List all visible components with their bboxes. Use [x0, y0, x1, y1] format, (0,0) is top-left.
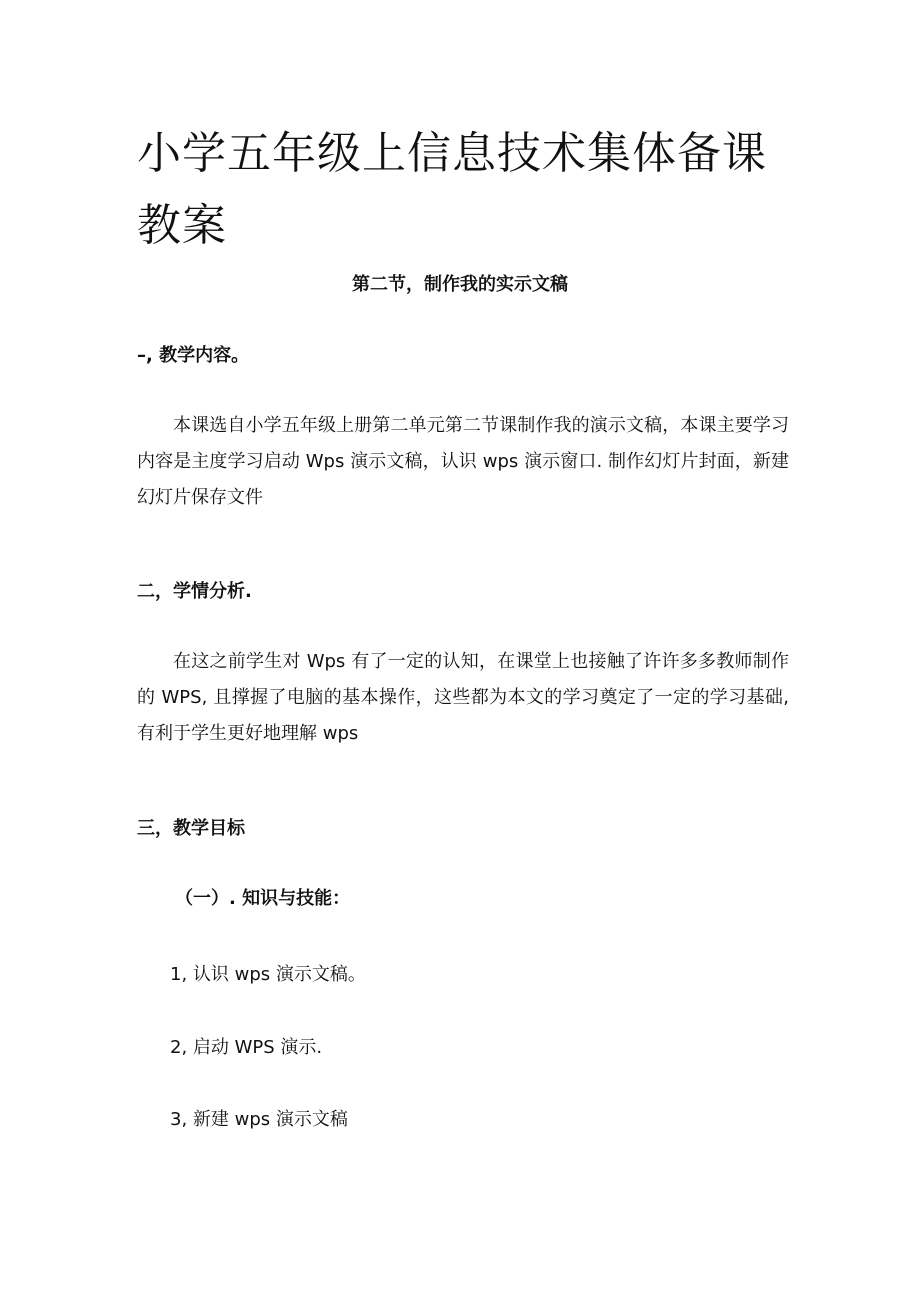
- subheading-knowledge-skills: （一）. 知识与技能：: [175, 888, 351, 909]
- document-title: 小学五年级上信息技术集体备课教案: [137, 128, 767, 251]
- list-item: 3, 新建 wps 演示文稿: [170, 1109, 348, 1130]
- paragraph-student-analysis: 在这之前学生对 Wps 有了一定的认知，在课堂上也接触了许许多多教师制作的 WPS, 且撑握了电脑的基本操作，这些都为本文的学习奠定了一定的学习基础, 有利于学生更好地理解 wps: [137, 651, 789, 744]
- paragraph-teaching-content: 本课选自小学五年级上册第二单元第二节课制作我的演示文稿，本课主要学习内容是主度学习启动 Wps 演示文稿，认识 wps 演示窗口. 制作幻灯片封面，新建幻灯片保存文件: [137, 415, 789, 508]
- section-subtitle: 第二节，制作我的实示文稿: [352, 274, 568, 295]
- heading-teaching-content: –, 教学内容。: [137, 345, 250, 366]
- heading-student-analysis: 二，学情分析.: [137, 581, 252, 602]
- list-item: 2, 启动 WPS 演示.: [170, 1037, 323, 1058]
- heading-teaching-goals: 三，教学目标: [137, 818, 245, 839]
- list-item: 1, 认识 wps 演示文稿。: [170, 964, 366, 985]
